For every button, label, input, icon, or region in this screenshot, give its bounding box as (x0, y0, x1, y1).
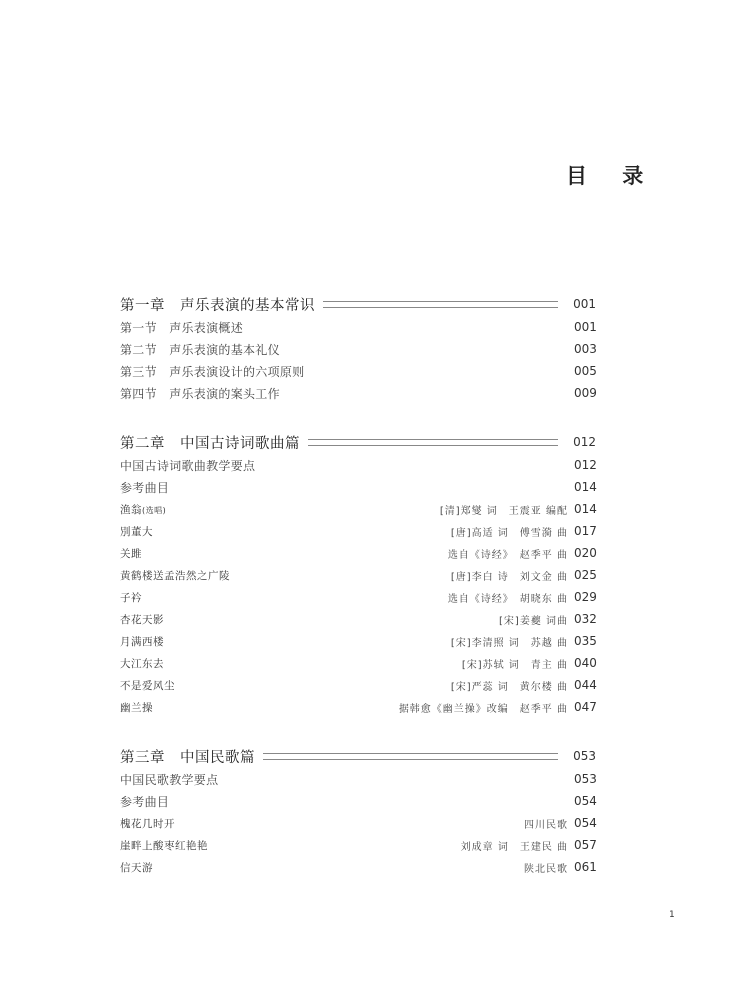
song-title: 不是爱风尘 (120, 679, 175, 692)
song-credit: [宋]严蕊 词 黄尔楼 曲 (450, 681, 568, 693)
chapter-3-leader-rule (263, 753, 558, 760)
song-title: 黄鹤楼送孟浩然之广陵 (120, 569, 230, 582)
song-title: 大江东去 (120, 657, 164, 670)
section-label: 参考曲目 (120, 794, 170, 809)
song-credit: 陕北民歌 (524, 863, 568, 875)
section-entry[interactable] (120, 476, 596, 498)
section-label: 中国古诗词歌曲教学要点 (120, 458, 256, 473)
section-page: 014 (574, 480, 597, 494)
chapter-3-page: 053 (573, 749, 596, 763)
table-of-contents (120, 292, 596, 878)
song-page: 040 (574, 656, 597, 670)
page-title: 目 录 (566, 163, 658, 188)
song-entry[interactable] (120, 652, 596, 674)
chapter-1-page: 001 (573, 297, 596, 311)
chapter-1-entry[interactable] (120, 292, 596, 316)
section-label: 第四节 声乐表演的案头工作 (120, 386, 280, 401)
page-number: 1 (669, 910, 675, 920)
chapter-3-title: 第三章 中国民歌篇 (120, 749, 255, 766)
song-title: 子衿 (120, 591, 142, 604)
song-page: 029 (574, 590, 597, 604)
section-label: 参考曲目 (120, 480, 170, 495)
song-page: 032 (574, 612, 597, 626)
song-title: 崖畔上酸枣红艳艳 (120, 839, 208, 852)
section-entry[interactable] (120, 360, 596, 382)
section-page: 005 (574, 364, 597, 378)
song-page: 044 (574, 678, 597, 692)
song-title: 別董大 (120, 525, 153, 538)
section-label: 第三节 声乐表演设计的六项原则 (120, 364, 305, 379)
song-credit: [宋]苏轼 词 青主 曲 (461, 659, 568, 671)
section-label: 第一节 声乐表演概述 (120, 320, 244, 335)
song-credit: [唐]高适 词 傅雪漪 曲 (450, 527, 568, 539)
song-entry[interactable] (120, 542, 596, 564)
section-label: 第二节 声乐表演的基本礼仪 (120, 342, 280, 357)
song-page: 061 (574, 860, 597, 874)
section-page: 003 (574, 342, 597, 356)
section-page: 054 (574, 794, 597, 808)
chapter-2-page: 012 (573, 435, 596, 449)
song-entry[interactable] (120, 856, 596, 878)
song-entry[interactable] (120, 674, 596, 696)
section-entry[interactable] (120, 382, 596, 404)
song-credit: [清]郑燮 词 王震亚 编配 (439, 505, 568, 517)
song-entry[interactable] (120, 498, 596, 520)
song-page: 047 (574, 700, 597, 714)
song-page: 017 (574, 524, 597, 538)
song-entry[interactable] (120, 834, 596, 856)
song-entry[interactable] (120, 608, 596, 630)
section-entry[interactable] (120, 454, 596, 476)
song-credit: 据韩愈《幽兰操》改编 赵季平 曲 (398, 703, 568, 715)
song-page: 035 (574, 634, 597, 648)
song-note: (选唱) (142, 505, 167, 515)
song-page: 025 (574, 568, 597, 582)
section-page: 001 (574, 320, 597, 334)
song-credit: 选自《诗经》 赵季平 曲 (447, 549, 568, 561)
song-credit: [唐]李白 诗 刘文金 曲 (450, 571, 568, 583)
section-label: 中国民歌教学要点 (120, 772, 219, 787)
chapter-1-title: 第一章 声乐表演的基本常识 (120, 297, 315, 314)
section-entry[interactable] (120, 316, 596, 338)
song-credit: 四川民歌 (524, 819, 568, 831)
song-page: 057 (574, 838, 597, 852)
section-page: 053 (574, 772, 597, 786)
section-entry[interactable] (120, 768, 596, 790)
song-title: 渔翁(选唱) (120, 503, 167, 516)
song-credit: [宋]姜夔 词曲 (499, 615, 568, 627)
song-title: 幽兰操 (120, 701, 153, 714)
song-page: 020 (574, 546, 597, 560)
song-entry[interactable] (120, 520, 596, 542)
section-entry[interactable] (120, 338, 596, 360)
song-title: 杏花天影 (120, 613, 164, 626)
chapter-2-entry[interactable] (120, 430, 596, 454)
song-credit: [宋]李清照 词 苏越 曲 (450, 637, 568, 649)
song-title: 月满西楼 (120, 635, 164, 648)
song-entry[interactable] (120, 630, 596, 652)
song-title: 关雎 (120, 547, 142, 560)
chapter-2-leader-rule (308, 439, 558, 446)
section-page: 012 (574, 458, 597, 472)
chapter-3-entry[interactable] (120, 744, 596, 768)
song-entry[interactable] (120, 812, 596, 834)
song-entry[interactable] (120, 564, 596, 586)
song-entry[interactable] (120, 696, 596, 718)
chapter-2-title: 第二章 中国古诗词歌曲篇 (120, 435, 300, 452)
song-title: 信天游 (120, 861, 153, 874)
song-credit: 刘成章 词 王建民 曲 (460, 841, 568, 853)
chapter-1-leader-rule (323, 301, 558, 308)
song-page: 014 (574, 502, 597, 516)
song-credit: 选自《诗经》 胡晓东 曲 (447, 593, 568, 605)
section-entry[interactable] (120, 790, 596, 812)
song-entry[interactable] (120, 586, 596, 608)
song-page: 054 (574, 816, 597, 830)
section-page: 009 (574, 386, 597, 400)
song-title: 槐花几时开 (120, 817, 175, 830)
